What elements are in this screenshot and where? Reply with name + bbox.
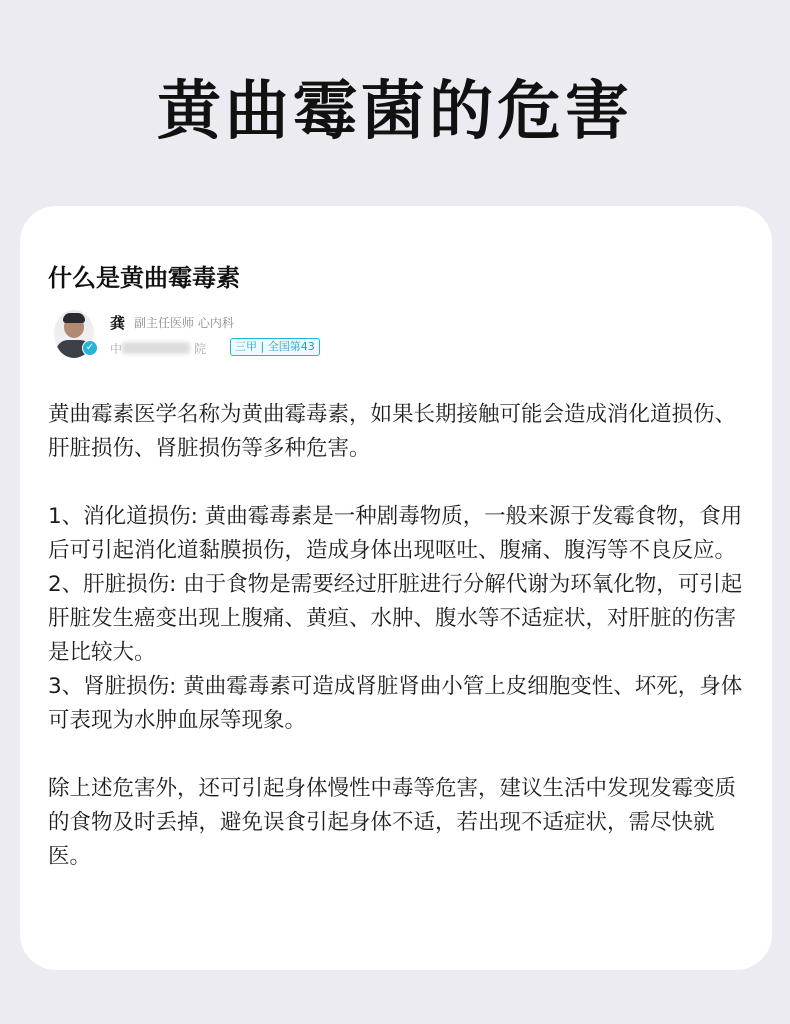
answer-conclusion: 除上述危害外，还可引起身体慢性中毒等危害，建议生活中发现发霉变质的食物及时丢掉，避免误食引起身体不适，若出现不适症状，需尽快就医。	[48, 776, 737, 869]
author-name[interactable]: 龚	[110, 314, 126, 332]
question-title[interactable]: 什么是黄曲霉毒素	[48, 264, 240, 292]
answer-point-1: 1、消化道损伤: 黄曲霉毒素是一种剧毒物质，一般来源于发霉食物，食用后可引起消化道黏膜损伤，造成身体出现呕吐、腹痛、腹泻等不良反应。	[48, 504, 743, 563]
answer-intro: 黄曲霉素医学名称为黄曲霉毒素，如果长期接触可能会造成消化道损伤、肝脏损伤、肾脏损伤等多种危害。	[48, 402, 737, 461]
check-icon: ✓	[82, 340, 98, 356]
hospital-suffix: 院	[194, 342, 207, 356]
answer-content	[48, 398, 748, 874]
answer-point-3: 3、肾脏损伤: 黄曲霉毒素可造成肾脏肾曲小管上皮细胞变性、坏死，身体可表现为水肿血尿等现象。	[48, 674, 743, 733]
answer-point-2: 2、肝脏损伤: 由于食物是需要经过肝脏进行分解代谢为环氧化物，可引起肝脏发生癌变出现上腹痛、黄疸、水肿、腹水等不适症状，对肝脏的伤害是比较大。	[48, 572, 743, 665]
author-role: 副主任医师 心内科	[134, 316, 234, 330]
author-info[interactable]	[48, 304, 448, 364]
answer-card	[20, 206, 772, 970]
hospital-name-blurred	[122, 342, 190, 354]
hospital-rank-badge: 三甲 | 全国第43	[230, 338, 320, 356]
hospital-prefix: 中	[110, 342, 123, 356]
page-title: 黄曲霉菌的危害	[157, 75, 633, 149]
